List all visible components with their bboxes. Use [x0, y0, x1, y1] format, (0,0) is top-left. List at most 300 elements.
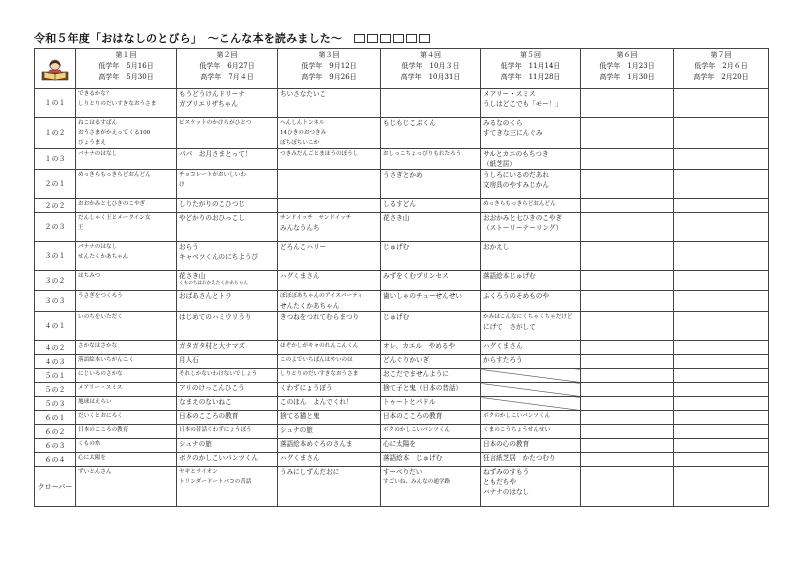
book-title: ねこはるすばん — [78, 120, 118, 126]
page — [34, 30, 768, 507]
book-cell — [278, 242, 381, 271]
book-title: 落語絵本いちがんこく — [78, 357, 134, 363]
book-cell — [177, 341, 278, 355]
book-cell — [674, 89, 769, 118]
book-cell — [481, 199, 581, 213]
book-cell — [278, 199, 381, 213]
high-grade-date: 高学年 1月30日 — [599, 73, 655, 81]
book-title: ヤギとライオン — [179, 469, 218, 475]
book-title: バナナのはなし — [78, 151, 118, 157]
book-title: もじもじこぶくん — [383, 119, 436, 127]
class-row — [35, 213, 769, 242]
session-number: 第３回 — [318, 51, 340, 59]
book-cell — [581, 341, 674, 355]
book-title: それしかないわけないでしょう — [179, 371, 258, 377]
book-cell — [76, 170, 177, 199]
session-header-5 — [481, 49, 581, 89]
low-grade-date: 低学年 10月３日 — [401, 62, 460, 70]
low-grade-date: 低学年 5月16日 — [98, 62, 154, 70]
book-cell — [278, 369, 381, 383]
book-cell — [481, 312, 581, 341]
book-cell — [481, 118, 581, 149]
book-cell — [177, 271, 278, 291]
book-title: 捨て子と鬼（日本の昔話） — [383, 384, 463, 392]
book-title: このよでいちばんはやいのは — [280, 357, 353, 363]
class-label: ２の３ — [35, 213, 76, 242]
book-title: ボクのかしこいパンツくん — [383, 427, 451, 433]
book-cell — [581, 199, 674, 213]
book-title: チョコレートがおいしいわ — [179, 172, 246, 178]
book-title: はちみつ — [78, 273, 101, 279]
book-cell — [278, 383, 381, 397]
crossed-out-cell — [481, 383, 581, 397]
book-cell — [76, 312, 177, 341]
class-label: ５の１ — [35, 369, 76, 383]
book-cell — [177, 312, 278, 341]
book-cell — [76, 369, 177, 383]
high-grade-date: 高学年 10月31日 — [400, 73, 461, 81]
book-cell — [674, 369, 769, 383]
session-header-3 — [278, 49, 381, 89]
book-title: くわずにょうぼう — [280, 384, 333, 392]
class-row — [35, 341, 769, 355]
book-title: 文房具のやすみじかん — [483, 181, 549, 189]
book-title: くもの糸 — [78, 441, 101, 447]
book-title: しりとりのだいすきなおうさま — [280, 371, 359, 377]
session-number: 第４回 — [420, 51, 441, 59]
book-title: うしろにいるのだあれ — [483, 171, 549, 179]
book-title: け — [179, 182, 185, 188]
session-number: 第１回 — [115, 51, 137, 59]
class-label: ５の２ — [35, 383, 76, 397]
book-cell — [674, 341, 769, 355]
book-cell — [581, 213, 674, 242]
class-row — [35, 118, 769, 149]
class-row — [35, 383, 769, 397]
book-title: サンドイッチ サンドイッチ — [280, 215, 352, 221]
book-cell — [581, 467, 674, 507]
book-cell — [76, 199, 177, 213]
book-cell — [674, 312, 769, 341]
book-title: おばあさんとトラ — [179, 292, 232, 300]
book-title: 心に太陽を — [78, 455, 106, 461]
book-cell — [381, 242, 481, 271]
book-cell — [76, 425, 177, 439]
book-cell — [177, 213, 278, 242]
class-label: ２の１ — [35, 170, 76, 199]
book-title: ボクのかしこいパンツくん — [179, 454, 259, 462]
book-cell — [481, 425, 581, 439]
book-title: このほん よんでくれ！ — [280, 398, 353, 406]
book-cell — [581, 149, 674, 170]
book-title: ねずみのすもう — [483, 468, 530, 476]
book-title: うさぎをつくろう — [78, 293, 123, 299]
book-title: めっきらもっきらどおんどん — [483, 201, 556, 207]
class-row — [35, 149, 769, 170]
book-cell — [381, 411, 481, 425]
low-grade-date: 低学年 1月23日 — [599, 62, 655, 70]
book-title: どろんこハリー — [280, 243, 327, 251]
book-title: 王 — [78, 225, 84, 231]
book-title: どんぐりかいぎ — [383, 356, 430, 364]
title-decoration — [354, 34, 430, 43]
book-cell — [381, 439, 481, 453]
book-cell — [581, 425, 674, 439]
book-cell — [381, 118, 481, 149]
book-cell — [177, 411, 278, 425]
class-row — [35, 291, 769, 312]
document-title: 令和５年度「おはなしのとびら」 ～こんな本を読みました～ — [34, 32, 343, 45]
book-title: 落語絵本めぐろのさんま — [280, 440, 353, 448]
book-cell — [481, 341, 581, 355]
book-cell — [674, 271, 769, 291]
book-cell — [674, 213, 769, 242]
book-title: びょうまえ — [78, 140, 106, 146]
book-cell — [381, 341, 481, 355]
high-grade-date: 高学年 9月26日 — [301, 73, 357, 81]
book-title: しりとりのだいすきなおうさま — [78, 101, 157, 107]
book-title: 狂言紙芝居 かたつむり — [483, 454, 556, 462]
book-title: ぼちぼちいこか — [280, 140, 320, 146]
book-cell — [177, 369, 278, 383]
book-cell — [381, 467, 481, 507]
class-label: １の２ — [35, 118, 76, 149]
book-cell — [76, 149, 177, 170]
book-title: 日本の心の教育 — [483, 440, 530, 448]
high-grade-date: 高学年 2月20日 — [693, 73, 749, 81]
book-cell — [177, 453, 278, 467]
book-cell — [278, 89, 381, 118]
book-cell — [581, 369, 674, 383]
book-title: サルとカニのもちつき — [483, 150, 549, 158]
class-row — [35, 411, 769, 425]
book-cell — [674, 199, 769, 213]
book-cell — [381, 453, 481, 467]
session-number: 第６回 — [616, 51, 638, 59]
book-cell — [674, 242, 769, 271]
book-title: くものちはおかえたくかあちゃん — [179, 281, 248, 286]
book-cell — [76, 341, 177, 355]
book-cell — [481, 439, 581, 453]
high-grade-date: 高学年 7月４日 — [200, 73, 254, 81]
book-title: しりたがりのこひつじ — [179, 200, 245, 208]
book-cell — [581, 355, 674, 369]
book-title: ほぞかしがキャのれんこんくん — [280, 343, 359, 349]
book-cell — [278, 355, 381, 369]
book-cell — [581, 411, 674, 425]
class-label: ２の２ — [35, 199, 76, 213]
book-title: すごいね、みんなの通学路 — [383, 479, 451, 485]
book-cell — [278, 439, 381, 453]
book-cell — [674, 149, 769, 170]
book-cell — [381, 199, 481, 213]
book-cell — [674, 291, 769, 312]
book-cell — [76, 291, 177, 312]
book-cell — [674, 453, 769, 467]
book-cell — [278, 425, 381, 439]
book-cell — [177, 199, 278, 213]
book-cell — [674, 439, 769, 453]
book-title: おしっこちょっぴりもれたろう — [383, 151, 462, 157]
book-cell — [674, 170, 769, 199]
session-number: 第５回 — [520, 51, 541, 59]
book-cell — [481, 411, 581, 425]
book-title: ともだちや — [483, 478, 516, 486]
book-cell — [481, 271, 581, 291]
book-title: なまえのないねこ — [179, 398, 232, 406]
book-cell — [581, 242, 674, 271]
book-cell — [581, 397, 674, 411]
book-cell — [674, 383, 769, 397]
book-title: やどかりのおひっこし — [179, 214, 245, 222]
book-title: おおかみと七ひきのこやぎ — [78, 201, 146, 207]
class-row — [35, 397, 769, 411]
reading-girl-icon — [40, 56, 70, 82]
book-title: かみはこんなにくちゃくちゃだけど — [483, 314, 573, 320]
low-grade-date: 低学年 11月14日 — [500, 62, 561, 70]
book-cell — [674, 397, 769, 411]
book-cell — [278, 467, 381, 507]
book-title: ガタガタ村と大ナマズ — [179, 342, 245, 350]
book-title: ハグくまさん — [483, 342, 523, 350]
book-cell — [381, 291, 481, 312]
book-cell — [177, 425, 278, 439]
book-title: おおかみと七ひきのこやぎ — [483, 214, 563, 222]
book-title: 月人石 — [179, 356, 199, 364]
book-title: さかなはさかな — [78, 343, 118, 349]
book-title: からすたろう — [483, 356, 523, 364]
session-header-6 — [581, 49, 674, 89]
book-cell — [481, 149, 581, 170]
crossed-out-cell — [481, 369, 581, 383]
title-row — [34, 30, 768, 46]
book-cell — [674, 425, 769, 439]
low-grade-date: 低学年 6月27日 — [199, 62, 255, 70]
book-cell — [381, 312, 481, 341]
book-cell — [674, 118, 769, 149]
book-cell — [177, 170, 278, 199]
high-grade-date: 高学年 11月28日 — [500, 73, 561, 81]
class-label: ６の４ — [35, 453, 76, 467]
book-title: （ストーリーテーリング） — [483, 224, 563, 232]
book-title: 花さき山 — [179, 272, 206, 280]
book-cell — [76, 453, 177, 467]
class-row — [35, 369, 769, 383]
book-cell — [278, 118, 381, 149]
book-title: ちいさなたいこ — [280, 90, 327, 98]
book-cell — [76, 242, 177, 271]
book-cell — [481, 242, 581, 271]
book-title: 地球はえらい — [78, 399, 112, 405]
book-cell — [381, 271, 481, 291]
book-cell — [481, 170, 581, 199]
book-title: 日本の昔話くわずにょうぼう — [179, 427, 252, 433]
book-cell — [278, 411, 381, 425]
class-row — [35, 355, 769, 369]
book-title: 落語絵本じゅげむ — [483, 272, 536, 280]
book-cell — [278, 341, 381, 355]
book-cell — [581, 291, 674, 312]
book-cell — [177, 149, 278, 170]
book-title: おうさまがかえってくる100 — [78, 130, 151, 136]
book-cell — [76, 271, 177, 291]
book-title: にげて さがして — [483, 323, 536, 331]
book-title: 歯いしゃのチューせんせい — [383, 292, 462, 300]
book-cell — [177, 397, 278, 411]
book-title: ボクのかしこいパンツくん — [483, 413, 551, 419]
book-title: キャベツくんのにちようび — [179, 253, 259, 261]
reading-table — [34, 48, 769, 507]
book-title: へんしんトンネル — [280, 120, 325, 126]
book-cell — [381, 149, 481, 170]
book-cell — [674, 355, 769, 369]
book-title: みるなのくら — [483, 119, 523, 127]
class-label: ６の２ — [35, 425, 76, 439]
book-cell — [674, 467, 769, 507]
book-title: 花さき山 — [383, 214, 410, 222]
book-cell — [278, 291, 381, 312]
book-cell — [381, 89, 481, 118]
book-title: しるすどん — [383, 200, 416, 208]
book-cell — [278, 170, 381, 199]
book-title: 心に太陽を — [383, 440, 416, 448]
book-cell — [581, 170, 674, 199]
book-title: ビスケットのかけらがひとつ — [179, 120, 252, 126]
class-label: ４の３ — [35, 355, 76, 369]
class-label: ６の１ — [35, 411, 76, 425]
book-title: みんなうんち — [280, 224, 320, 232]
session-header-7 — [674, 49, 769, 89]
book-cell — [381, 383, 481, 397]
book-title: ずいとんさん — [78, 469, 112, 475]
book-cell — [76, 411, 177, 425]
book-title: できるかな？ — [78, 91, 112, 97]
book-title: ハグくまさん — [280, 454, 320, 462]
book-cell — [381, 369, 481, 383]
book-cell — [481, 355, 581, 369]
class-label: １の３ — [35, 149, 76, 170]
book-title: ぼぼぼあちゃんのアイスパーティ — [280, 293, 363, 299]
book-title: すーべりだい — [383, 468, 423, 476]
book-cell — [177, 467, 278, 507]
book-cell — [278, 149, 381, 170]
book-title: 14ひきのおつきみ — [280, 130, 327, 136]
book-cell — [581, 453, 674, 467]
book-cell — [76, 355, 177, 369]
book-title: めっきらもっきらどおんどん — [78, 172, 151, 178]
corner-cell — [35, 49, 76, 89]
book-title: トゥートとパドル — [383, 398, 436, 406]
book-title: みずをくむプリンセス — [383, 272, 449, 280]
class-label: ４の１ — [35, 312, 76, 341]
class-row — [35, 453, 769, 467]
session-header-4 — [381, 49, 481, 89]
book-title: 日本のこころの教育 — [78, 427, 129, 433]
class-row — [35, 425, 769, 439]
book-cell — [177, 355, 278, 369]
book-cell — [481, 213, 581, 242]
book-cell — [76, 397, 177, 411]
book-cell — [381, 213, 481, 242]
session-number: 第２回 — [216, 51, 238, 59]
book-title: パパ お月さまとって！ — [179, 150, 252, 158]
book-title: うしはどこでも「モー！」 — [483, 100, 562, 108]
book-title: だいくとおにろく — [78, 413, 123, 419]
class-label: ３の２ — [35, 271, 76, 291]
book-title: じゅげむ — [383, 313, 410, 321]
book-cell — [278, 453, 381, 467]
book-title: おかえし — [483, 243, 510, 251]
book-title: シュナの旅 — [280, 426, 313, 434]
book-cell — [481, 453, 581, 467]
book-title: バナナのはなし — [78, 244, 118, 250]
book-title: 日本のこころの教育 — [383, 412, 443, 420]
class-row — [35, 199, 769, 213]
header-row — [35, 49, 769, 89]
book-title: いのちをいただく — [78, 314, 123, 320]
low-grade-date: 低学年 2月６日 — [694, 62, 748, 70]
book-cell — [278, 312, 381, 341]
book-title: せんたくかあちゃん — [78, 254, 129, 260]
book-cell — [381, 425, 481, 439]
book-title: トリンダードートバコの昔話 — [179, 479, 252, 485]
high-grade-date: 高学年 5月30日 — [98, 73, 154, 81]
book-title: おらう — [179, 243, 199, 251]
book-cell — [381, 397, 481, 411]
book-cell — [581, 89, 674, 118]
class-label: ３の１ — [35, 242, 76, 271]
book-title: だんしゃく王とメークイン女 — [78, 215, 151, 221]
low-grade-date: 低学年 9月12日 — [301, 62, 357, 70]
book-title: じゅげむ — [383, 243, 410, 251]
book-cell — [481, 291, 581, 312]
book-title: 落語絵本 じゅげむ — [383, 454, 443, 462]
book-title: せんたくかあちゃん — [280, 302, 340, 310]
book-cell — [177, 118, 278, 149]
book-title: きつねをつれてむらまつり — [280, 313, 360, 321]
book-cell — [76, 467, 177, 507]
class-row — [35, 170, 769, 199]
class-row — [35, 312, 769, 341]
book-cell — [581, 383, 674, 397]
book-cell — [177, 383, 278, 397]
book-title: メアリー・スミス — [78, 385, 123, 391]
book-title: ガブリエリザちゃん — [179, 100, 238, 108]
class-label: １の１ — [35, 89, 76, 118]
book-title: （紙芝居） — [483, 160, 516, 168]
session-header-1 — [76, 49, 177, 89]
book-title: すてきな三にんぐみ — [483, 129, 543, 137]
session-number: 第７回 — [710, 51, 732, 59]
book-cell — [177, 439, 278, 453]
class-label: ５の３ — [35, 397, 76, 411]
book-cell — [76, 89, 177, 118]
class-row — [35, 467, 769, 507]
book-cell — [177, 242, 278, 271]
book-cell — [581, 118, 674, 149]
session-header-2 — [177, 49, 278, 89]
book-title: アリのけっこんひこう — [179, 384, 245, 392]
book-cell — [278, 271, 381, 291]
book-title: ハグくまさん — [280, 272, 320, 280]
book-title: にじいろのさかな — [78, 371, 123, 377]
book-cell — [177, 89, 278, 118]
book-title: メアリー・スミス — [483, 90, 536, 98]
book-title: オレ、カエル やめるや — [383, 342, 456, 350]
book-title: おこだでませんように — [383, 370, 449, 378]
book-title: はじめてのハミウリうり — [179, 313, 252, 321]
book-cell — [581, 312, 674, 341]
